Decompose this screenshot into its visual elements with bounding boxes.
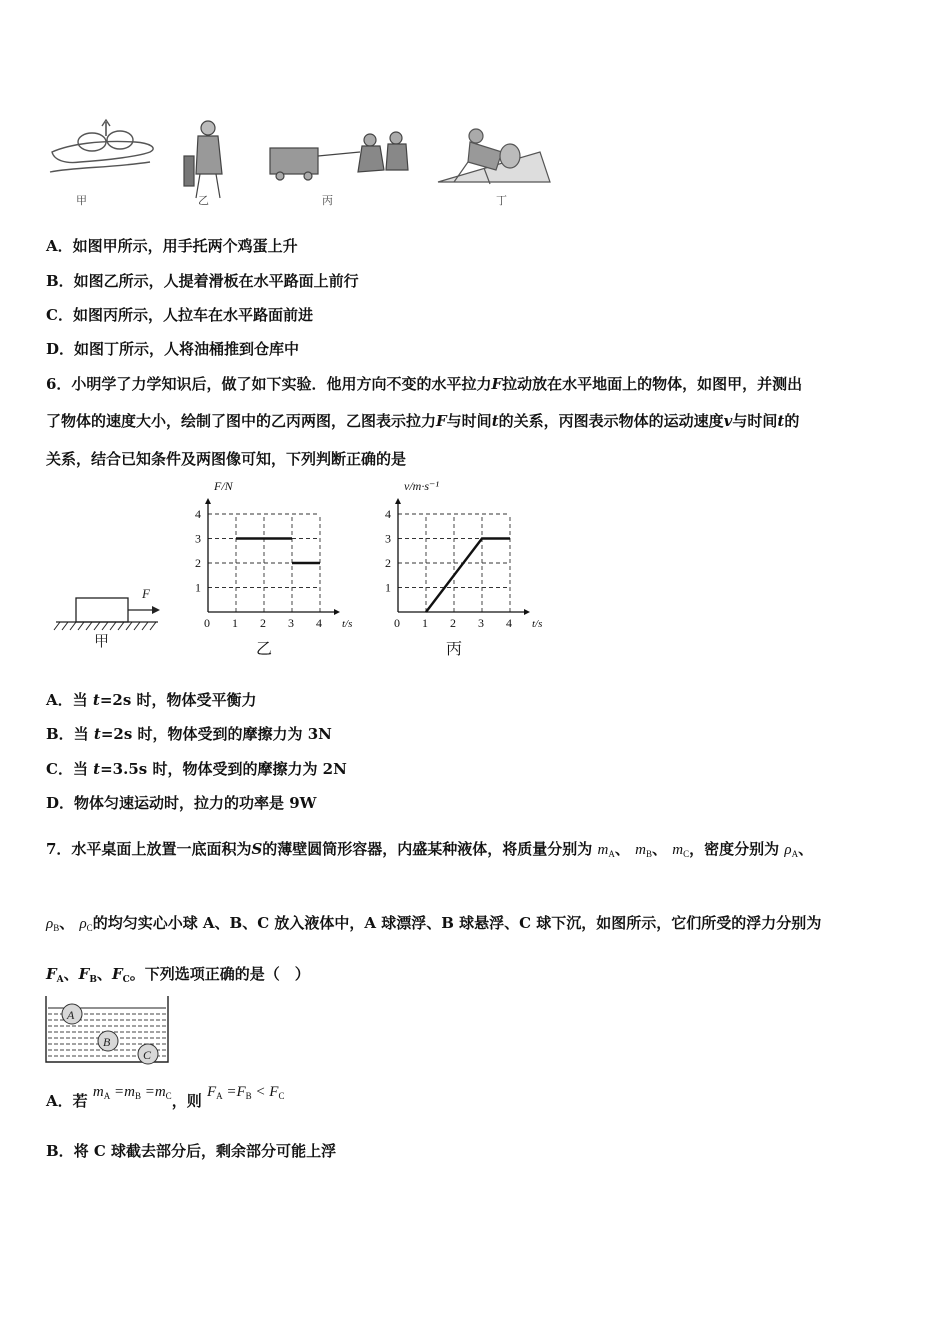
mass-a: $m_A$	[597, 842, 615, 859]
figure-label-ding: 丁	[496, 195, 507, 207]
q5-option-a: A．如图甲所示，用手托两个鸡蛋上升	[46, 237, 298, 255]
chart-force-vs-time	[190, 476, 370, 660]
person-skateboard-illustration	[184, 121, 222, 198]
q5-figure-row	[40, 112, 560, 220]
y-axis-arrow	[205, 498, 211, 504]
y-tick-label: 1	[385, 580, 391, 595]
x-tick-label: 0	[394, 616, 400, 630]
q5-option-c: C．如图丙所示，人拉车在水平路面前进	[46, 306, 313, 324]
figure-label-yi: 乙	[198, 195, 209, 207]
q5-option-b: B．如图乙所示，人提着滑板在水平路面上前行	[46, 272, 359, 290]
density-b: $\rho_B$	[46, 916, 60, 933]
q6-option-c: C．当 t=3.5s 时，物体受到的摩擦力为 2N	[46, 760, 347, 778]
q7-stem-line-1: 7．水平桌面上放置一底面积为S的薄壁圆筒形容器，内盛某种液体，将质量分别为 $m_A$、 $m_B$、 $m_C$，密度分别为 $\rho_A$、	[46, 840, 814, 859]
q6-stem-line-1: 6．小明学了力学知识后，做了如下实验．他用方向不变的水平拉力F拉动放在水平地面上的物体，如图甲，并测出	[46, 375, 803, 393]
ground-hatching	[54, 622, 156, 630]
q7-option-a: A．若 $m_A =m_B =m_C$，则 $F_A =F_B < F_C$	[46, 1084, 285, 1110]
x-tick-label: 3	[288, 616, 294, 630]
force-arrowhead	[152, 606, 160, 614]
y-tick-label: 3	[195, 531, 201, 546]
x-tick-label: 1	[422, 616, 428, 630]
y-tick-label: 2	[195, 556, 201, 570]
q6-option-a: A．当 t=2s 时，物体受平衡力	[46, 691, 257, 709]
y-axis-arrow	[395, 498, 401, 504]
series-line-0	[426, 539, 510, 613]
x-tick-label: 2	[450, 616, 456, 630]
figure-label-jia-q6: 甲	[94, 634, 110, 650]
chart-caption: 丙	[446, 641, 463, 658]
block	[76, 598, 128, 622]
q6-stem-line-2: 了物体的速度大小，绘制了图中的乙丙两图，乙图表示拉力F与时间t的关系，丙图表示物体的运动速度v与时间t的	[46, 412, 800, 430]
q7-stem-line-2: $\rho_B$、 $\rho_C$的均匀实心小球 A、B、C 放入液体中，A 球漂浮、B 球悬浮、C 球下沉，如图所示，它们所受的浮力分别为	[46, 914, 822, 933]
x-axis-arrow	[524, 609, 530, 615]
figure-label-bing: 丙	[322, 195, 333, 207]
density-a: $\rho_A$	[784, 842, 799, 859]
q6-option-d: D．物体匀速运动时，拉力的功率是 9W	[46, 794, 317, 812]
y-tick-label: 4	[385, 507, 391, 521]
pushing-barrel-illustration	[438, 129, 550, 184]
y-tick-label: 4	[195, 507, 201, 521]
y-tick-label: 3	[385, 531, 391, 546]
x-axis-label: t/s	[342, 618, 353, 630]
x-tick-label: 0	[204, 616, 210, 630]
y-axis-label: F/N	[214, 479, 233, 493]
chart-caption: 乙	[256, 641, 273, 658]
chart-velocity-vs-time	[378, 476, 568, 660]
ball-c-label: C	[143, 1048, 152, 1062]
force-arrow-label: F	[142, 586, 150, 601]
hand-eggs-illustration	[50, 120, 153, 172]
x-axis-label: t/s	[532, 618, 543, 630]
q6-stem-line-3: 关系，结合已知条件及两图像可知，下列判断正确的是	[46, 450, 407, 468]
buoyancy-relation: $F_A =F_B < F_C$	[206, 1084, 285, 1101]
q6-option-b: B．当 t=2s 时，物体受到的摩擦力为 3N	[46, 725, 332, 743]
x-tick-label: 3	[478, 616, 484, 630]
q5-option-d: D．如图丁所示，人将油桶推到仓库中	[46, 340, 300, 358]
y-axis-label: v/m·s⁻¹	[404, 479, 439, 493]
pulling-cart-illustration	[270, 132, 408, 180]
mass-c: $m_C$	[672, 842, 690, 859]
q7-option-b: B．将 C 球截去部分后，剩余部分可能上浮	[46, 1142, 337, 1160]
density-c: $\rho_C$	[79, 916, 93, 933]
figure-label-jia: 甲	[76, 195, 87, 207]
mass-b: $m_B$	[635, 842, 652, 859]
x-tick-label: 2	[260, 616, 266, 630]
q7-container-figure	[42, 994, 172, 1066]
equal-mass-condition: $m_A =m_B =m_C$	[92, 1084, 172, 1101]
ball-a-label: A	[67, 1008, 75, 1022]
q7-stem-line-3: $F_A$、$F_B$、$F_C$。下列选项正确的是（ ）	[46, 965, 310, 985]
q6-figure-jia	[50, 580, 170, 652]
y-tick-label: 2	[385, 556, 391, 570]
x-axis-arrow	[334, 609, 340, 615]
y-tick-label: 1	[195, 580, 201, 595]
x-tick-label: 1	[232, 616, 238, 630]
x-tick-label: 4	[316, 616, 322, 630]
x-tick-label: 4	[506, 616, 512, 630]
ball-b-label: B	[103, 1035, 111, 1049]
